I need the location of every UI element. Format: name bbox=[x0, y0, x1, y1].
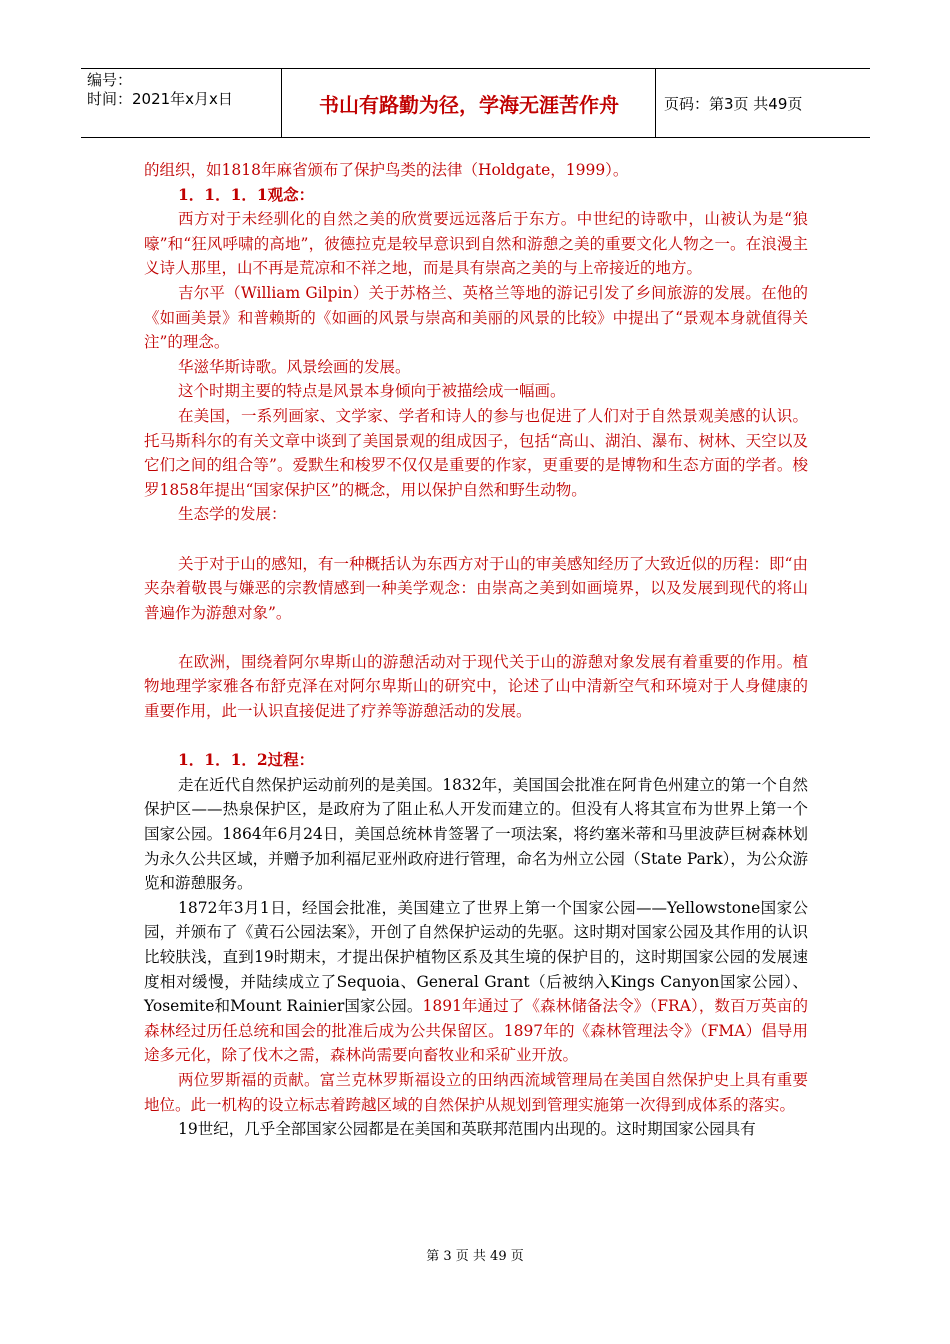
spacer bbox=[144, 527, 808, 552]
paragraph: 华滋华斯诗歌。风景绘画的发展。 bbox=[178, 357, 411, 376]
paragraph: 走在近代自然保护运动前列的是美国。1832年，美国国会批准在阿肯色州建立的第一个自然保护区——热泉保护区，是政府为了阻止私人开发而建立的。但没有人将其宣布为世界上第一个国家公园。1864年6月24日，美国总统林肯签署了一项法案，将约塞米蒂和马里波萨巨树森林划为永久公共区域，并赠予加利福尼亚州政府进行管理，命名为州立公园（State Park），为公众游览和游憩服务。 bbox=[144, 775, 808, 893]
paragraph: 在欧洲，围绕着阿尔卑斯山的游憩活动对于现代关于山的游憩对象发展有着重要的作用。植物地理学家雅各布舒克泽在对阿尔卑斯山的研究中，论述了山中清新空气和环境对于人身健康的重要作用，此一认识直接促进了疗养等游憩活动的发展。 bbox=[144, 652, 808, 721]
document-body bbox=[144, 158, 808, 1142]
paragraph-text: 1872年3月1日，经国会批准，美国建立了世界上第一个国家公园——Yellowstone国家公园，并颁布了《黄石公园法案》，开创了自然保护运动的先驱。这时期对国家公园及其作用的认识比较肤浅，直到19时期末，才提出保护植物区系及其生境的保护目的，这时期国家公园的发展速度相对缓慢，并陆续成立了Sequoia、General Grant（后被纳入Kings Canyon国家公园）、Yosemite和Mount Rainier国家公园。 bbox=[144, 898, 808, 1016]
spacer bbox=[144, 724, 808, 749]
paragraph: 19世纪，几乎全部国家公园都是在美国和英联邦范围内出现的。这时期国家公园具有 bbox=[178, 1120, 756, 1139]
doc-date-label: 时间：2021年x月x日 bbox=[87, 90, 233, 108]
section-heading: 1．1．1．2过程： bbox=[178, 750, 315, 770]
doc-number-label: 编号： bbox=[87, 71, 133, 89]
header-motto: 书山有路勤为径，学海无涯苦作舟 bbox=[283, 69, 656, 137]
section-heading: 1．1．1．1观念： bbox=[178, 184, 315, 204]
paragraph: 这个时期主要的特点是风景本身倾向于被描绘成一幅画。 bbox=[178, 382, 566, 401]
page-footer: 第 3 页 共 49 页 bbox=[426, 1249, 524, 1264]
paragraph: 吉尔平（William Gilpin）关于苏格兰、英格兰等地的游记引发了乡间旅游的发展。在他的《如画美景》和普赖斯的《如画的风景与崇高和美丽的风景的比较》中提出了“景观本身就值得关注”的理念。 bbox=[144, 283, 808, 352]
header-page-label: 页码：第3页 共49页 bbox=[664, 94, 803, 113]
paragraph: 在美国，一系列画家、文学家、学者和诗人的参与也促进了人们对于自然景观美感的认识。托马斯科尔的有关文章中谈到了美国景观的组成因子，包括“高山、湖泊、瀑布、树林、天空以及它们之间的组合等”。爱默生和梭罗不仅仅是重要的作家，更重要的是博物和生态方面的学者。梭罗1858年提出“国家保护区”的概念，用以保护自然和野生动物。 bbox=[144, 406, 808, 499]
paragraph: 的组织，如1818年麻省颁布了保护鸟类的法律（Holdgate，1999）。 bbox=[144, 161, 629, 179]
highlighted-text: 1891年通过了《森林储备法令》（FRA），数百万英亩的森林经过历任总统和国会的批准后成为公共保留区。1897年的《森林管理法令》（FMA）倡导用途多元化，除了伐木之需，森林尚需要向畜牧业和采矿业开放。 bbox=[144, 997, 808, 1065]
paragraph: 西方对于未经驯化的自然之美的欣赏要远远落后于东方。中世纪的诗歌中，山被认为是“狼嚎”和“狂风呼啸的高地”，彼德拉克是较早意识到自然和游憩之美的重要文化人物之一。在浪漫主义诗人那里，山不再是荒凉和不祥之地，而是具有崇高之美的与上帝接近的地方。 bbox=[144, 210, 808, 278]
paragraph: 生态学的发展： bbox=[178, 505, 287, 524]
paragraph bbox=[144, 896, 808, 1068]
paragraph: 关于对于山的感知，有一种概括认为东西方对于山的审美感知经历了大致近似的历程：即“由夹杂着敬畏与嫌恶的宗教情感到一种美学观念：由崇高之美到如画境界，以及发展到现代的将山普遍作为游憩对象”。 bbox=[144, 554, 808, 622]
paragraph: 两位罗斯福的贡献。富兰克林罗斯福设立的田纳西流域管理局在美国自然保护史上具有重要地位。此一机构的设立标志着跨越区域的自然保护从规划到管理实施第一次得到成体系的落实。 bbox=[144, 1070, 808, 1114]
header-meta bbox=[81, 69, 282, 137]
spacer bbox=[144, 625, 808, 650]
page-header bbox=[81, 68, 870, 138]
